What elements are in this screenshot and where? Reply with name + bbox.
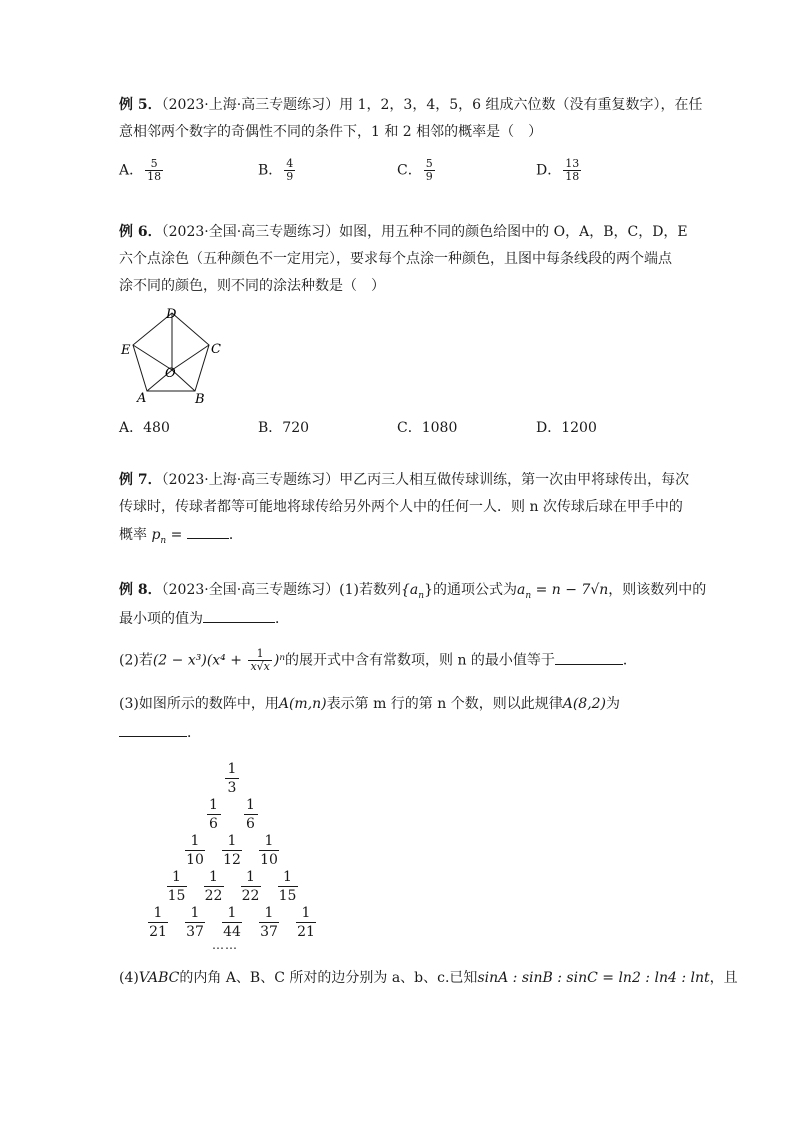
ex7-line2: 传球时，传球者都等可能地将球传给另外两个人中的任何一人．则 n 次传球后球在甲手中的 xyxy=(119,499,683,515)
ex8-line1 xyxy=(119,580,706,606)
ex8-part3-line2 xyxy=(119,722,201,743)
answer-blank[interactable] xyxy=(555,650,623,665)
triangle-cell xyxy=(212,760,252,797)
ex5-option-b[interactable] xyxy=(258,158,297,183)
triangle-cell xyxy=(138,904,178,941)
cell-numerator: 1 xyxy=(190,833,200,849)
frac-den: 9 xyxy=(425,170,433,183)
cell-denominator: 21 xyxy=(297,924,315,940)
cell-denominator: 6 xyxy=(244,814,258,833)
ex6-option-b[interactable] xyxy=(258,418,309,438)
ex8-text2: 最小项的值为 xyxy=(119,611,203,627)
cell-denominator: 15 xyxy=(278,888,297,904)
p2-expr2a: (x⁴ + xyxy=(206,652,247,669)
p4-text-c: 的内角 A、B、C 所对的边分别为 a、b、c.已知 xyxy=(179,970,478,986)
ex7-line1 xyxy=(119,470,689,490)
cell-denominator: 6 xyxy=(207,814,221,833)
ex6-line2: 六个点涂色（五种颜色不一定用完），要求每个点涂一种颜色，且图中每条线段的两个端点 xyxy=(119,251,672,267)
frac-den: 18 xyxy=(147,170,162,183)
cell-denominator: 37 xyxy=(260,924,278,940)
ex7-tag: 例 7． xyxy=(119,472,162,488)
triangle-cell xyxy=(249,832,289,869)
p2-expr1: (2 − x³) xyxy=(152,652,207,669)
triangle-cell xyxy=(231,796,271,833)
cell-denominator: 10 xyxy=(260,852,278,868)
ex6-option-a[interactable] xyxy=(119,418,170,438)
frac-den: 9 xyxy=(286,170,294,183)
p4-prefix: (4) xyxy=(119,970,139,986)
answer-blank[interactable] xyxy=(187,524,229,539)
ex7-text1: （2023·上海·高三专题练习）甲乙丙三人相互做传球训练，第一次由甲将球传出，每次 xyxy=(161,472,690,488)
p2-expr2b: )ⁿ xyxy=(273,652,285,669)
ex6-line1 xyxy=(119,222,688,242)
triangle-cell xyxy=(194,796,234,833)
cell-denominator: 12 xyxy=(223,852,241,868)
cell-numerator: 1 xyxy=(190,905,200,921)
cell-denominator: 15 xyxy=(167,888,186,904)
answer-blank[interactable] xyxy=(119,722,187,737)
ex6-text1: （2023·全国·高三专题练习）如图，用五种不同的颜色给图中的 O，A，B，C，D，E xyxy=(161,224,688,240)
cell-numerator: 1 xyxy=(264,833,274,849)
cell-numerator: 1 xyxy=(172,869,181,885)
frac-num: 5 xyxy=(425,157,433,170)
p4-text-e: ，且 xyxy=(709,970,738,986)
cell-denominator: 3 xyxy=(225,778,239,797)
option-fraction xyxy=(284,158,295,183)
ex5-option-a[interactable] xyxy=(119,158,165,183)
option-value: 720 xyxy=(282,420,310,436)
option-label: C． xyxy=(397,162,422,179)
cell-numerator: 1 xyxy=(246,869,255,885)
label-o: O xyxy=(165,366,176,381)
cell-numerator: 1 xyxy=(301,905,311,921)
p3-text-a: (3)如图所示的数阵中，用 xyxy=(119,696,279,712)
ex7-text3a: 概率 xyxy=(119,527,152,543)
ex6-option-c[interactable] xyxy=(397,418,457,438)
option-label: B． xyxy=(258,162,283,179)
frac-den: x√x xyxy=(250,660,270,673)
triangle-cell xyxy=(286,904,326,941)
ex8-part4 xyxy=(119,968,738,988)
option-fraction xyxy=(145,158,163,183)
ex5-line1 xyxy=(119,95,703,115)
label-e: E xyxy=(121,343,131,358)
ex5-option-c[interactable] xyxy=(397,158,437,183)
cell-numerator: 1 xyxy=(227,761,237,777)
p2-fraction xyxy=(248,648,271,673)
seq-sub: n xyxy=(418,590,425,601)
ex8-part2 xyxy=(119,648,637,673)
triangle-cell xyxy=(194,868,234,905)
p3-end: ． xyxy=(187,725,201,741)
label-b: B xyxy=(195,392,205,405)
cell-numerator: 1 xyxy=(283,869,292,885)
triangle-cell xyxy=(175,832,215,869)
option-value: 480 xyxy=(143,420,170,436)
triangle-cell xyxy=(157,868,197,905)
p2-prefix: (2)若 xyxy=(119,652,153,669)
frac-num: 13 xyxy=(565,157,580,170)
cell-numerator: 1 xyxy=(227,905,237,921)
option-value: 1200 xyxy=(561,420,597,436)
frac-den: 18 xyxy=(565,170,580,183)
ex8-text2-end: ． xyxy=(275,611,289,627)
pn-symbol: p xyxy=(151,527,161,543)
p3-amn: A(m,n) xyxy=(278,696,327,712)
pentagon-figure xyxy=(115,305,230,405)
p3-a82: A(8,2) xyxy=(562,696,607,712)
formula-rest: = n − 7√n xyxy=(531,582,609,598)
p3-text-c: 表示第 m 行的第 n 个数，则以此规律 xyxy=(326,696,563,712)
p2-text: 的展开式中含有常数项，则 n 的最小值等于 xyxy=(285,652,555,669)
triangle-cell xyxy=(268,868,308,905)
label-d: D xyxy=(166,307,177,322)
frac-num: 5 xyxy=(150,157,158,170)
triangle-cell xyxy=(249,904,289,941)
pn-sub: n xyxy=(160,535,167,546)
formula-a: a xyxy=(516,582,526,598)
triangle-cell xyxy=(175,904,215,941)
label-c: C xyxy=(211,342,221,357)
p4-ratio: sinA : sinB : sinC = ln2 : ln4 : lnt xyxy=(477,970,710,986)
cell-denominator: 22 xyxy=(204,888,223,904)
option-fraction xyxy=(563,158,581,183)
triangle-dots: …… xyxy=(212,938,238,952)
cell-denominator: 37 xyxy=(186,924,204,940)
cell-numerator: 1 xyxy=(153,905,163,921)
cell-denominator: 21 xyxy=(149,924,167,940)
ex6-tag: 例 6． xyxy=(119,224,162,240)
cell-denominator: 22 xyxy=(241,888,260,904)
ex8-part3 xyxy=(119,694,620,714)
seq-open: {a xyxy=(401,582,419,598)
ex7-eq: = xyxy=(166,527,187,543)
ex8-line2 xyxy=(119,608,289,629)
answer-blank[interactable] xyxy=(203,608,275,623)
ex7-line3 xyxy=(119,524,243,551)
cell-numerator: 1 xyxy=(209,869,218,885)
ex8-text1b: 的通项公式为 xyxy=(432,582,517,598)
triangle-cell xyxy=(231,868,271,905)
cell-denominator: 10 xyxy=(186,852,204,868)
option-label: A． xyxy=(119,162,144,179)
triangle-cell xyxy=(212,832,252,869)
ex5-tag: 例 5． xyxy=(119,97,162,113)
label-a: A xyxy=(137,391,147,405)
ex5-line2: 意相邻两个数字的奇偶性不同的条件下，1 和 2 相邻的概率是（ ） xyxy=(119,124,543,140)
cell-numerator: 1 xyxy=(227,833,237,849)
option-label: D． xyxy=(536,420,562,436)
cell-numerator: 1 xyxy=(264,905,274,921)
ex6-line3: 涂不同的颜色，则不同的涂法种数是（ ） xyxy=(119,278,385,294)
option-label: A． xyxy=(119,420,144,436)
p4-triangle: VABC xyxy=(138,970,180,986)
p2-end: ． xyxy=(622,652,637,669)
cell-denominator: 44 xyxy=(223,924,241,940)
ex8-tag: 例 8． xyxy=(119,582,162,598)
ex6-option-d[interactable] xyxy=(536,418,597,438)
ex7-end: ． xyxy=(228,527,243,543)
option-label: C． xyxy=(397,420,422,436)
p3-text-e: 为 xyxy=(606,696,621,712)
ex8-text1c: ，则该数列中的 xyxy=(608,582,707,598)
frac-num: 1 xyxy=(256,647,264,660)
option-label: B． xyxy=(258,420,283,436)
ex5-text1: （2023·上海·高三专题练习）用 1，2，3，4，5，6 组成六位数（没有重复数字），在任 xyxy=(161,97,703,113)
option-value: 1080 xyxy=(421,420,458,436)
seq-close: } xyxy=(424,582,433,598)
option-fraction xyxy=(424,158,435,183)
frac-num: 4 xyxy=(286,157,294,170)
triangle-cell xyxy=(212,904,252,941)
formula-sub: n xyxy=(525,590,532,601)
ex8-text1a: （2023·全国·高三专题练习）(1)若数列 xyxy=(161,582,401,598)
cell-numerator: 1 xyxy=(209,797,218,813)
option-label: D． xyxy=(536,162,562,179)
ex5-option-d[interactable] xyxy=(536,158,583,183)
cell-numerator: 1 xyxy=(246,797,255,813)
